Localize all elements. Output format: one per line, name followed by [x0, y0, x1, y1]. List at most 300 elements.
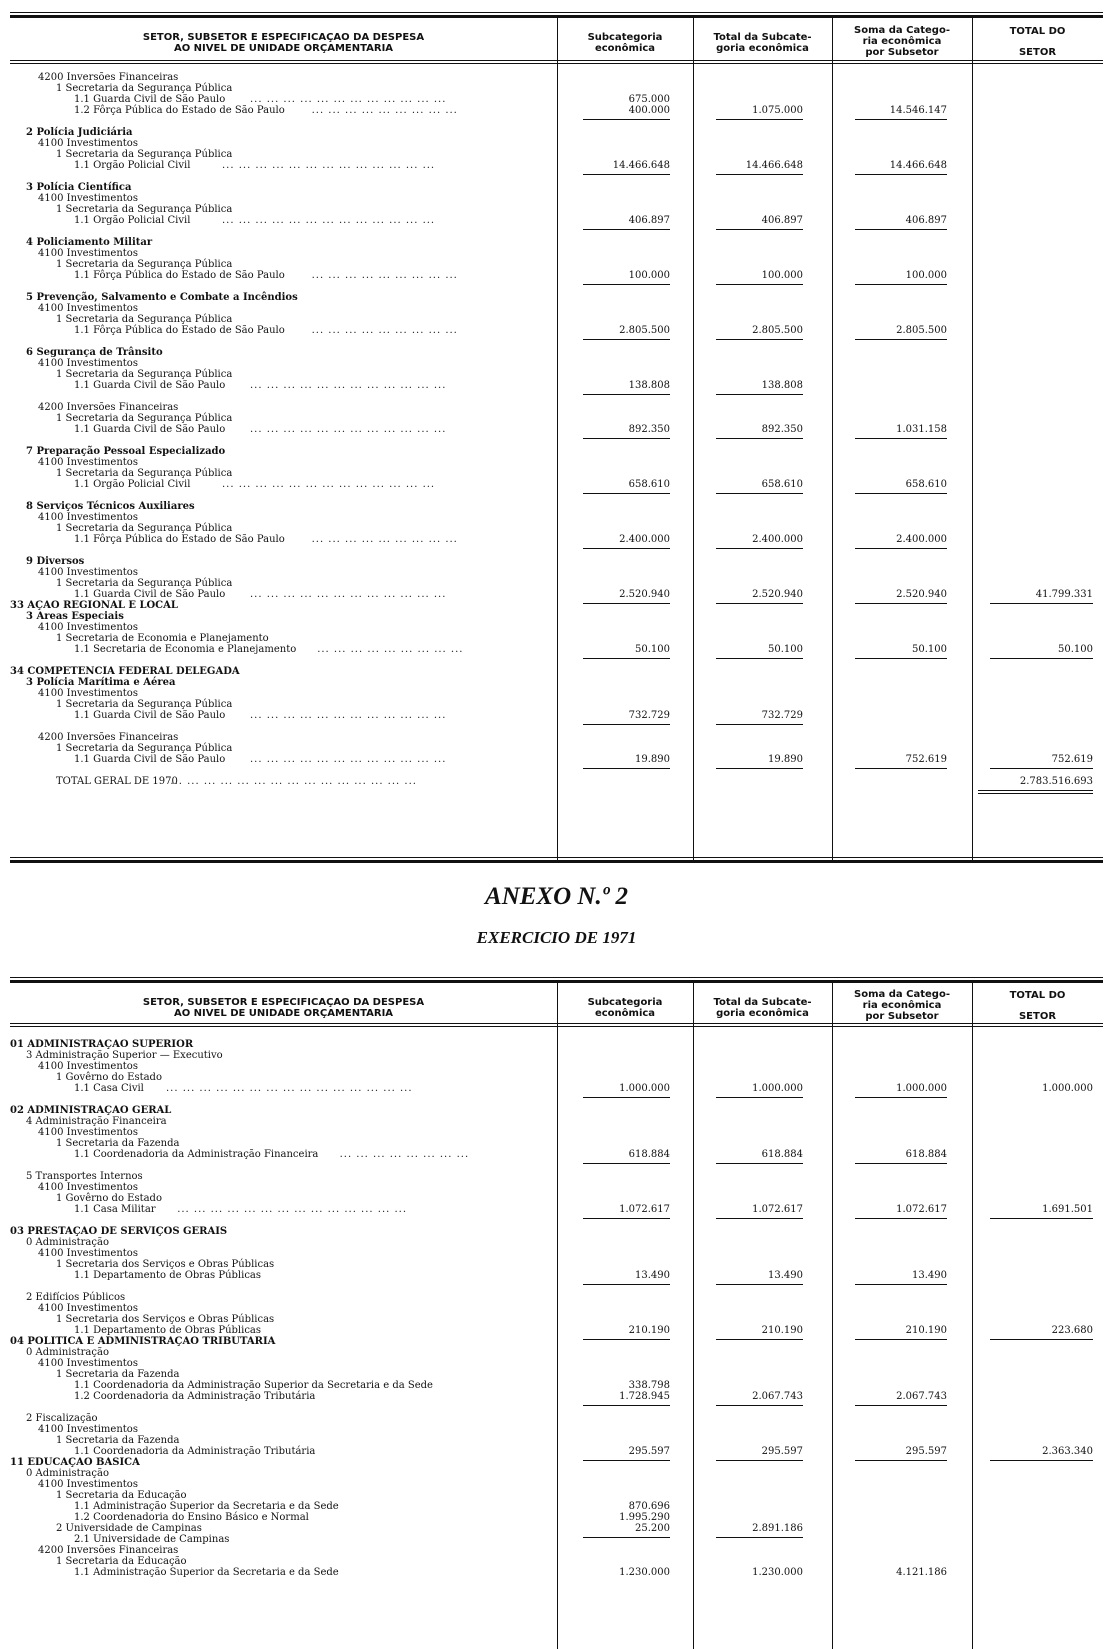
table-row [10, 1072, 1103, 1083]
row-label: 1 Secretaria da Segurança Pública [56, 523, 233, 534]
leader-dots: ... ... ... ... ... ... ... ... ... ... ... ... ... ... ... [170, 776, 417, 787]
annex-subtitle: EXERCICIO DE 1971 [476, 928, 637, 947]
top-rule [10, 977, 1103, 978]
table-row [10, 1545, 1103, 1556]
table-row [10, 1127, 1103, 1138]
row-label: 9 Diversos [26, 556, 85, 567]
table-row [10, 369, 1103, 380]
table-row [10, 325, 1103, 336]
table-row [10, 1424, 1103, 1435]
row-label: 02 ADMINISTRAÇAO GERAL [10, 1105, 172, 1116]
amount-underline [990, 658, 1093, 659]
annex-title: ANEXO N.º 2 [485, 883, 628, 910]
amount-underline [855, 284, 947, 285]
amount-c: 295.597 [905, 1446, 947, 1457]
row-label: 4100 Investimentos [38, 358, 138, 369]
table-row [10, 1347, 1103, 1358]
amount-underline [716, 1284, 803, 1285]
amount-b: 732.729 [761, 710, 803, 721]
amount-c: 2.400.000 [896, 534, 947, 545]
amount-c: 14.466.648 [889, 160, 947, 171]
row-label: 01 ADMINISTRAÇAO SUPERIOR [10, 1039, 194, 1050]
amount-a: 1.995.290 [619, 1512, 670, 1523]
table-row [10, 1303, 1103, 1314]
header-spec: SETOR, SUBSETOR E ESPECIFICAÇAO DA DESPESA AO NIVEL DE UNIDADE ORÇAMENTARIA [142, 32, 425, 54]
header-spec: SETOR, SUBSETOR E ESPECIFICAÇAO DA DESPESA AO NIVEL DE UNIDADE ORÇAMENTARIA [142, 997, 425, 1019]
row-label: 1.1 Guarda Civil de São Paulo [74, 380, 226, 391]
amount-underline [716, 1405, 803, 1406]
table-row [10, 534, 1103, 545]
amount-c: 618.884 [905, 1149, 947, 1160]
row-label: 1 Secretaria da Segurança Pública [56, 468, 233, 479]
table-row [10, 105, 1103, 116]
table-row [10, 578, 1103, 589]
row-label: 4100 Investimentos [38, 1303, 138, 1314]
row-label: 1 Secretaria da Segurança Pública [56, 699, 233, 710]
table-row [10, 589, 1103, 600]
row-label: 1 Secretaria da Segurança Pública [56, 259, 233, 270]
leader-dots: ... ... ... ... ... ... ... ... ... [311, 270, 458, 281]
row-label: 1 Govêrno do Estado [56, 1193, 162, 1204]
row-label: TOTAL GERAL DE 1970 [56, 776, 178, 787]
amount-underline [583, 548, 670, 549]
row-label: 5 Prevenção, Salvamento e Combate a Incêndios [26, 292, 298, 303]
table-row [10, 666, 1103, 677]
amount-c: 658.610 [905, 479, 947, 490]
table-row [10, 270, 1103, 281]
amount-underline [855, 548, 947, 549]
amount-a: 2.400.000 [619, 534, 670, 545]
amount-underline [716, 1163, 803, 1164]
amount-b: 1.072.617 [752, 1204, 803, 1215]
amount-underline [583, 1097, 670, 1098]
table-row [10, 1171, 1103, 1182]
row-label: 4100 Investimentos [38, 1358, 138, 1369]
table-row [10, 1226, 1103, 1237]
table-row [10, 292, 1103, 303]
table-row [10, 1567, 1103, 1578]
amount-c: 2.067.743 [896, 1391, 947, 1402]
table-row [10, 732, 1103, 743]
table-row [10, 1061, 1103, 1072]
row-label: 4100 Investimentos [38, 1479, 138, 1490]
row-label: 4100 Investimentos [38, 138, 138, 149]
table-row [10, 215, 1103, 226]
amount-underline [583, 1284, 670, 1285]
amount-a: 50.100 [635, 644, 670, 655]
table-row [10, 1204, 1103, 1215]
row-label: 1.1 Fôrça Pública do Estado de São Paulo [74, 534, 285, 545]
table-row [10, 1039, 1103, 1050]
amount-underline [716, 174, 803, 175]
amount-underline [716, 119, 803, 120]
row-label: 2 Polícia Judiciária [26, 127, 133, 138]
amount-c: 1.072.617 [896, 1204, 947, 1215]
amount-a: 400.000 [628, 105, 670, 116]
amount-b: 892.350 [761, 424, 803, 435]
table-row [10, 1149, 1103, 1160]
row-label: 1.1 Guarda Civil de São Paulo [74, 710, 226, 721]
row-label: 4100 Investimentos [38, 1127, 138, 1138]
row-label: 1.1 Departamento de Obras Públicas [74, 1270, 262, 1281]
table-row [10, 1116, 1103, 1127]
amount-underline [990, 1218, 1093, 1219]
amount-a: 210.190 [628, 1325, 670, 1336]
table-row [10, 127, 1103, 138]
amount-c: 752.619 [905, 754, 947, 765]
table-row [10, 1534, 1103, 1545]
row-label: 1 Govêrno do Estado [56, 1072, 162, 1083]
row-label: 4 Policiamento Militar [26, 237, 153, 248]
amount-c: 4.121.186 [896, 1567, 947, 1578]
amount-underline [855, 1097, 947, 1098]
leader-dots: ... ... ... ... ... ... ... ... ... ... ... ... [250, 589, 447, 600]
leader-dots: ... ... ... ... ... ... ... ... ... ... ... ... [250, 710, 447, 721]
row-label: 2 Edifícios Públicos [26, 1292, 126, 1303]
table-row [10, 743, 1103, 754]
amount-underline [855, 174, 947, 175]
amount-e: 223.680 [1051, 1325, 1093, 1336]
amount-underline [583, 493, 670, 494]
amount-underline [855, 493, 947, 494]
header-total-subcategoria: Total da Subcate- goria econômica [713, 997, 812, 1019]
row-label: 4200 Inversões Financeiras [38, 732, 179, 743]
amount-c: 210.190 [905, 1325, 947, 1336]
row-label: 6 Segurança de Trânsito [26, 347, 163, 358]
table-row [10, 83, 1103, 94]
amount-c: 50.100 [912, 644, 947, 655]
row-label: 4200 Inversões Financeiras [38, 402, 179, 413]
row-label: 1 Secretaria da Fazenda [56, 1435, 180, 1446]
amount-underline [716, 438, 803, 439]
row-label: 4100 Investimentos [38, 457, 138, 468]
amount-a: 406.897 [628, 215, 670, 226]
amount-underline [855, 1284, 947, 1285]
amount-underline [583, 1218, 670, 1219]
row-label: 4 Administração Financeira [26, 1116, 167, 1127]
table-row [10, 303, 1103, 314]
table-row [10, 413, 1103, 424]
table-row [10, 1237, 1103, 1248]
table-row [10, 699, 1103, 710]
amount-c: 1.031.158 [896, 424, 947, 435]
row-label: 5 Transportes Internos [26, 1171, 143, 1182]
amount-c: 100.000 [905, 270, 947, 281]
row-label: 0 Administração [26, 1237, 109, 1248]
header-total-subcategoria: Total da Subcate- goria econômica [713, 32, 812, 54]
table-row [10, 1314, 1103, 1325]
amount-e: 41.799.331 [1035, 589, 1093, 600]
amount-c: 14.546.147 [889, 105, 947, 116]
row-label: 1 Secretaria da Segurança Pública [56, 204, 233, 215]
amount-b: 2.400.000 [752, 534, 803, 545]
table-row [10, 358, 1103, 369]
leader-dots: ... ... ... ... ... ... ... ... ... ... ... ... [250, 424, 447, 435]
table-row [10, 776, 1103, 787]
amount-a: 13.490 [635, 1270, 670, 1281]
header-subcategoria: Subcategoria econômica [587, 32, 663, 54]
leader-dots: ... ... ... ... ... ... ... ... ... [311, 325, 458, 336]
table-row [10, 457, 1103, 468]
row-label: 1.1 Fôrça Pública do Estado de São Paulo [74, 270, 285, 281]
leader-dots: ... ... ... ... ... ... ... ... ... [311, 534, 458, 545]
amount-underline [855, 229, 947, 230]
table-row [10, 237, 1103, 248]
row-label: 1.1 Guarda Civil de São Paulo [74, 589, 226, 600]
row-label: 1 Secretaria da Segurança Pública [56, 369, 233, 380]
row-label: 2.1 Universidade de Campinas [74, 1534, 230, 1545]
table-row [10, 1369, 1103, 1380]
row-label: 1.1 Casa Civil [74, 1083, 144, 1094]
row-label: 4100 Investimentos [38, 248, 138, 259]
row-label: 8 Serviços Técnicos Auxiliares [26, 501, 195, 512]
amount-underline [583, 339, 670, 340]
row-label: 3 Administração Superior — Executivo [26, 1050, 223, 1061]
row-label: 1.1 Casa Militar [74, 1204, 156, 1215]
amount-underline [716, 284, 803, 285]
table-row [10, 380, 1103, 391]
table-row [10, 1336, 1103, 1347]
table-row [10, 1193, 1103, 1204]
row-label: 1 Secretaria da Educação [56, 1556, 187, 1567]
double-underline [978, 790, 1093, 791]
header-soma-categoria: Soma da Catego- ria econômica por Subsetor [854, 989, 950, 1022]
table-row [10, 424, 1103, 435]
table-row [10, 1413, 1103, 1424]
table-row [10, 402, 1103, 413]
amount-a: 1.072.617 [619, 1204, 670, 1215]
row-label: 0 Administração [26, 1347, 109, 1358]
amount-a: 14.466.648 [612, 160, 670, 171]
leader-dots: ... ... ... ... ... ... ... ... ... [311, 105, 458, 116]
table-row [10, 193, 1103, 204]
double-underline [978, 793, 1093, 794]
row-label: 1 Secretaria da Segurança Pública [56, 83, 233, 94]
table-row [10, 1292, 1103, 1303]
amount-underline [990, 768, 1093, 769]
amount-c: 2.805.500 [896, 325, 947, 336]
amount-underline [583, 724, 670, 725]
row-label: 1.1 Orgão Policial Civil [74, 215, 191, 226]
amount-a: 19.890 [635, 754, 670, 765]
amount-a: 1.230.000 [619, 1567, 670, 1578]
table-row [10, 501, 1103, 512]
amount-e: 1.000.000 [1042, 1083, 1093, 1094]
amount-a: 100.000 [628, 270, 670, 281]
row-label: 1 Secretaria da Segurança Pública [56, 149, 233, 160]
table-row [10, 204, 1103, 215]
amount-underline [716, 548, 803, 549]
amount-b: 138.808 [761, 380, 803, 391]
leader-dots: ... ... ... ... ... ... ... ... ... ... ... ... ... ... ... [166, 1083, 413, 1094]
table-row [10, 754, 1103, 765]
table-row [10, 160, 1103, 171]
top-rule [10, 12, 1103, 13]
amount-underline [716, 229, 803, 230]
row-label: 1.2 Coordenadoria da Administração Tributária [74, 1391, 316, 1402]
amount-e: 2.783.516.693 [1019, 776, 1093, 787]
amount-b: 2.805.500 [752, 325, 803, 336]
leader-dots: ... ... ... ... ... ... ... ... ... ... ... ... [250, 380, 447, 391]
table-row [10, 479, 1103, 490]
amount-underline [855, 339, 947, 340]
table-row [10, 512, 1103, 523]
amount-underline [716, 1097, 803, 1098]
table-row [10, 1182, 1103, 1193]
amount-underline [716, 1218, 803, 1219]
amount-underline [855, 438, 947, 439]
row-label: 1 Secretaria da Segurança Pública [56, 578, 233, 589]
amount-underline [583, 658, 670, 659]
amount-underline [855, 1218, 947, 1219]
amount-c: 1.000.000 [896, 1083, 947, 1094]
amount-e: 1.691.501 [1042, 1204, 1093, 1215]
amount-underline [716, 394, 803, 395]
row-label: 11 EDUCAÇAO BASICA [10, 1457, 140, 1468]
amount-underline [583, 768, 670, 769]
table-row [10, 1446, 1103, 1457]
table-row [10, 644, 1103, 655]
row-label: 1 Secretaria da Fazenda [56, 1369, 180, 1380]
row-label: 03 PRESTAÇAO DE SERVIÇOS GERAIS [10, 1226, 228, 1237]
row-label: 1 Secretaria dos Serviços e Obras Públicas [56, 1259, 275, 1270]
table-row [10, 1083, 1103, 1094]
amount-a: 732.729 [628, 710, 670, 721]
leader-dots: ... ... ... ... ... ... ... ... ... ... ... ... ... [222, 215, 436, 226]
table-row [10, 314, 1103, 325]
amount-b: 100.000 [761, 270, 803, 281]
amount-a: 675.000 [628, 94, 670, 105]
row-label: 1.1 Coordenadoria da Administração Financeira [74, 1149, 319, 1160]
row-label: 1.1 Fôrça Pública do Estado de São Paulo [74, 325, 285, 336]
table-row [10, 1380, 1103, 1391]
row-label: 1.1 Administração Superior da Secretaria e da Sede [74, 1567, 339, 1578]
table-row [10, 248, 1103, 259]
amount-a: 870.696 [628, 1501, 670, 1512]
table-row [10, 259, 1103, 270]
row-label: 4100 Investimentos [38, 1061, 138, 1072]
table-row [10, 633, 1103, 644]
row-label: 4100 Investimentos [38, 1248, 138, 1259]
row-label: 1.1 Orgão Policial Civil [74, 479, 191, 490]
row-label: 1.1 Departamento de Obras Públicas [74, 1325, 262, 1336]
amount-underline [583, 394, 670, 395]
table-row [10, 1556, 1103, 1567]
table-row [10, 94, 1103, 105]
row-label: 1 Secretaria da Fazenda [56, 1138, 180, 1149]
amount-b: 2.891.186 [752, 1523, 803, 1534]
row-label: 1 Secretaria da Educação [56, 1490, 187, 1501]
row-label: 4100 Investimentos [38, 512, 138, 523]
amount-b: 2.067.743 [752, 1391, 803, 1402]
amount-underline [583, 438, 670, 439]
amount-underline [855, 119, 947, 120]
table-row [10, 138, 1103, 149]
amount-e: 2.363.340 [1042, 1446, 1093, 1457]
amount-b: 19.890 [768, 754, 803, 765]
amount-underline [716, 768, 803, 769]
row-label: 4100 Investimentos [38, 688, 138, 699]
table-row [10, 622, 1103, 633]
budget-table-1971 [10, 974, 1103, 1649]
amount-a: 25.200 [635, 1523, 670, 1534]
row-label: 4100 Investimentos [38, 303, 138, 314]
row-label: 3 Polícia Marítima e Aérea [26, 677, 176, 688]
table-row [10, 1490, 1103, 1501]
row-label: 34 COMPETENCIA FEDERAL DELEGADA [10, 666, 240, 677]
leader-dots: ... ... ... ... ... ... ... ... ... ... ... ... ... [222, 160, 436, 171]
table-row [10, 1270, 1103, 1281]
table-row [10, 1457, 1103, 1468]
amount-underline [716, 724, 803, 725]
row-label: 04 POLITICA E ADMINISTRAÇAO TRIBUTARIA [10, 1336, 276, 1347]
amount-b: 50.100 [768, 644, 803, 655]
table-row [10, 710, 1103, 721]
row-label: 3 Areas Especiais [26, 611, 124, 622]
amount-b: 1.230.000 [752, 1567, 803, 1578]
amount-c: 13.490 [912, 1270, 947, 1281]
amount-a: 892.350 [628, 424, 670, 435]
amount-a: 1.000.000 [619, 1083, 670, 1094]
table-row [10, 1248, 1103, 1259]
header-soma-categoria: Soma da Catego- ria econômica por Subsetor [854, 25, 950, 58]
row-label: 4100 Investimentos [38, 193, 138, 204]
leader-dots: ... ... ... ... ... ... ... ... [339, 1149, 470, 1160]
row-label: 1 Secretaria da Segurança Pública [56, 743, 233, 754]
row-label: 1 Secretaria dos Serviços e Obras Públicas [56, 1314, 275, 1325]
amount-c: 2.520.940 [896, 589, 947, 600]
budget-table-1970 [10, 0, 1103, 865]
amount-underline [716, 658, 803, 659]
row-label: 1.1 Secretaria de Economia e Planejamento [74, 644, 297, 655]
amount-a: 338.798 [628, 1380, 670, 1391]
table-bottom-rule [10, 857, 1103, 858]
row-label: 1.1 Guarda Civil de São Paulo [74, 424, 226, 435]
amount-a: 2.520.940 [619, 589, 670, 600]
amount-a: 658.610 [628, 479, 670, 490]
table-row [10, 1512, 1103, 1523]
amount-underline [583, 1405, 670, 1406]
row-label: 2 Universidade de Campinas [56, 1523, 202, 1534]
amount-underline [583, 229, 670, 230]
table-row [10, 1259, 1103, 1270]
leader-dots: ... ... ... ... ... ... ... ... ... ... ... ... [250, 94, 447, 105]
leader-dots: ... ... ... ... ... ... ... ... ... [317, 644, 464, 655]
amount-a: 2.805.500 [619, 325, 670, 336]
amount-a: 1.728.945 [619, 1391, 670, 1402]
table-row [10, 1468, 1103, 1479]
table-row [10, 182, 1103, 193]
table-row [10, 1523, 1103, 1534]
amount-b: 406.897 [761, 215, 803, 226]
amount-b: 1.075.000 [752, 105, 803, 116]
table-row [10, 1391, 1103, 1402]
row-label: 2 Fiscalização [26, 1413, 98, 1424]
row-label: 4200 Inversões Financeiras [38, 72, 179, 83]
row-label: 1.1 Orgão Policial Civil [74, 160, 191, 171]
amount-b: 13.490 [768, 1270, 803, 1281]
row-label: 3 Polícia Científica [26, 182, 132, 193]
table-row [10, 1050, 1103, 1061]
amount-underline [855, 1405, 947, 1406]
amount-b: 618.884 [761, 1149, 803, 1160]
amount-underline [716, 339, 803, 340]
amount-a: 618.884 [628, 1149, 670, 1160]
table-bottom-rule-thick [10, 860, 1103, 863]
table-row [10, 1358, 1103, 1369]
row-label: 0 Administração [26, 1468, 109, 1479]
table-row [10, 446, 1103, 457]
